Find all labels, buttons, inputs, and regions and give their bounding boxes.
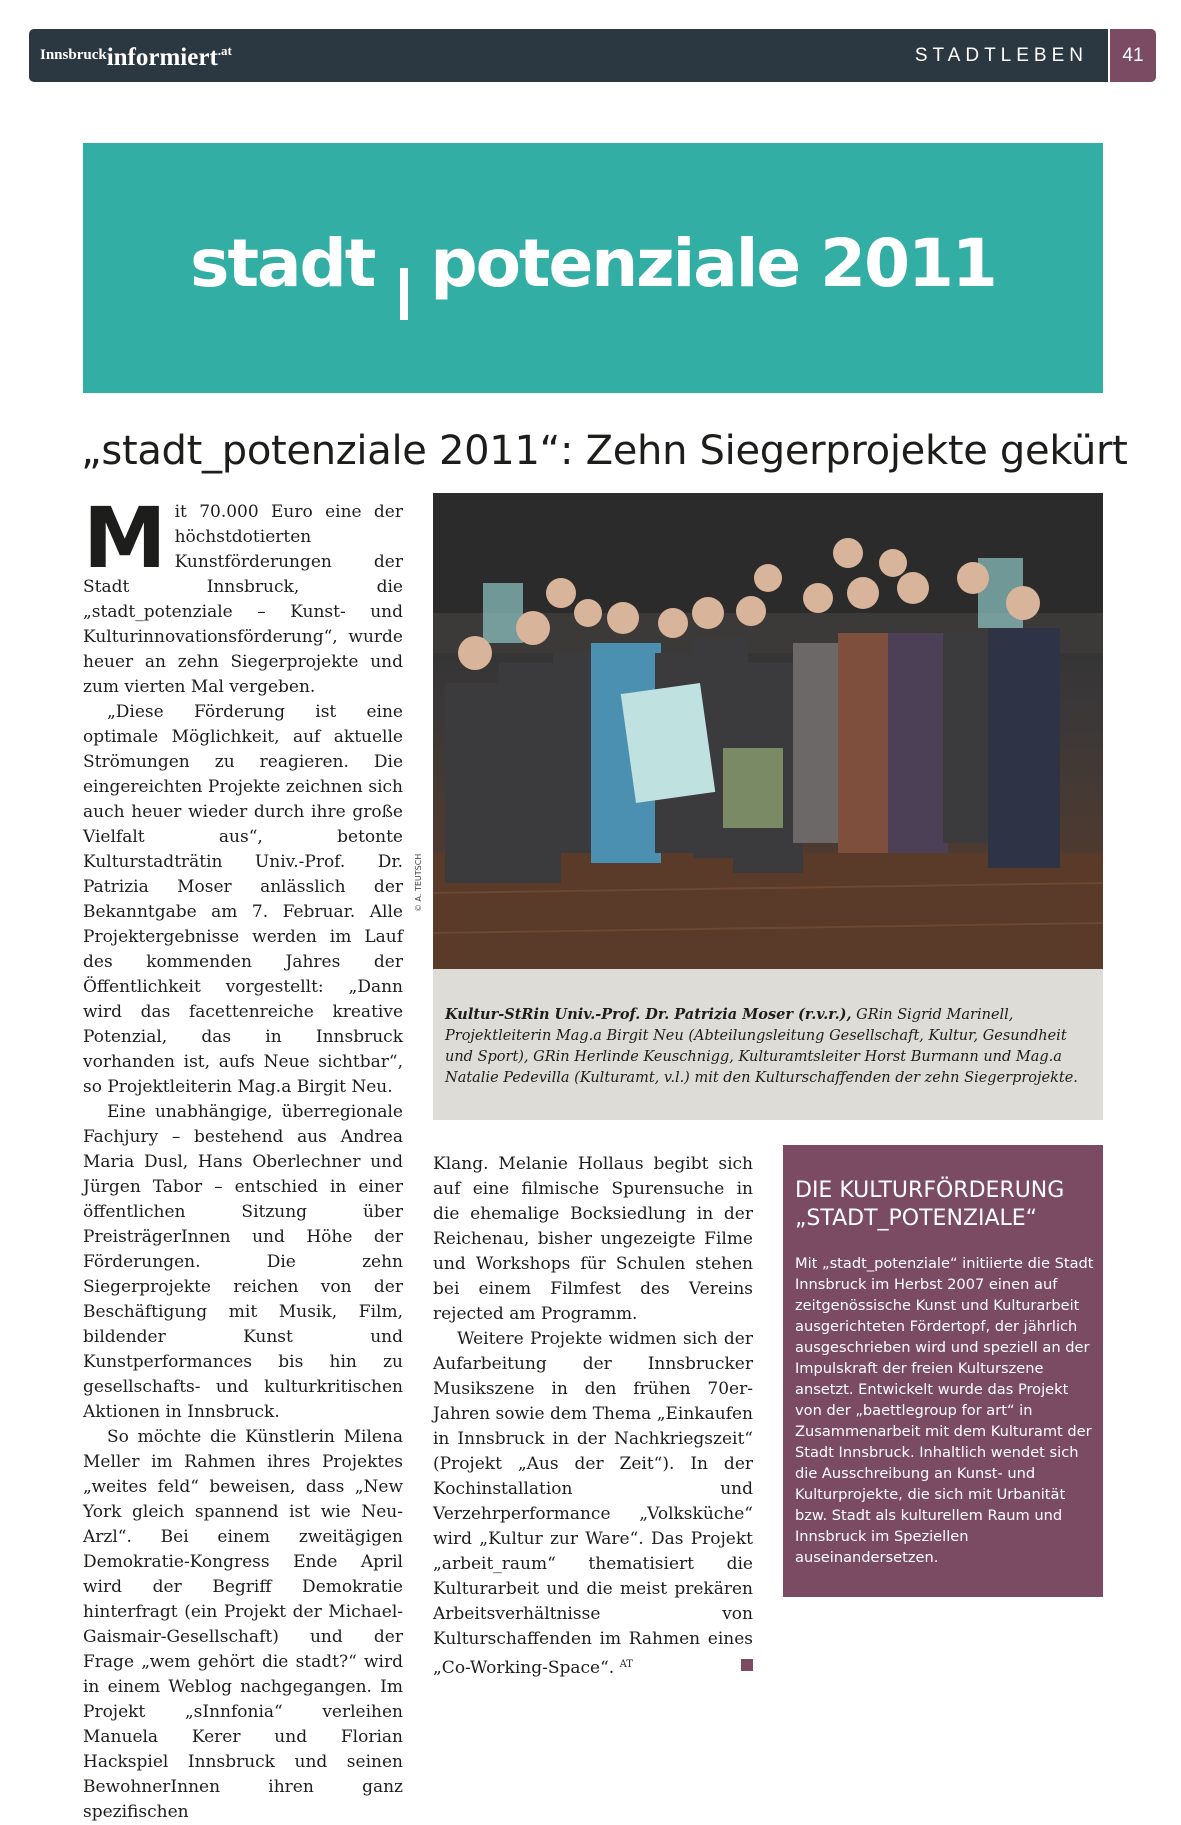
article-paragraph: So möchte die Künstlerin Milena Meller im Rahmen ihres Projektes „weites feld“ beweisen, dass „New York gleich spannend ist wie Neu-Arzl“. Bei einem zweitägigen Demokratie-Kongress Ende April wird der Begriff Demokratie hinterfragt (ein Projekt der Michael-Gaismair-Gesellschaft) und der Frage „wem gehört die stadt?“ wird in einem Weblog nachgegangen. Im Projekt „sInnfonia“ verleihen Manuela Kerer und Florian Hackspiel Innsbruck und seinen BewohnerInnen ihren ganz spezifischen (83, 1427, 403, 1822)
article-column-1 (83, 489, 403, 1825)
article-paragraph: „Diese Förderung ist eine optimale Möglichkeit, auf aktuelle Strömungen zu reagieren. Die eingereichten Projekte zeichnen sich auch heuer wieder durch ihre große Vielfalt aus“, betonte Kulturstadträtin Univ.-Prof. Dr. Patrizia Moser anlässlich der Bekanntgabe am 7. Februar. Alle Projektergebnisse werden im Lauf des kommenden Jahres der Öffentlichkeit vorgestellt: „Dann wird das facettenreiche kreative Potenzial, das in Innsbruck vorhanden ist, aufs Neue sichtbar“, so Projektleiterin Mag.a Birgit Neu. (83, 702, 403, 1097)
article-paragraph: Eine unabhängige, überregionale Fachjury – bestehend aus Andrea Maria Dusl, Hans Oberlechner und Jürgen Tabor – entschied in einer öffentlichen Sitzung über PreisträgerInnen und Höhe der Förderungen. Die zehn Siegerprojekte reichen von der Beschäftigung mit Musik, Film, bildender Kunst und Kunstperformances bis hin zu gesellschafts- und kulturkritischen Aktionen in Innsbruck. (83, 1102, 403, 1422)
article-headline: „stadt_potenziale 2011“: Zehn Siegerprojekte gekürt (81, 428, 1128, 474)
banner-divider (400, 268, 408, 320)
author-signature: AT (619, 1659, 633, 1670)
info-box-title: DIE KULTURFÖRDERUNG „STADT_POTENZIALE“ (795, 1178, 1065, 1231)
magazine-header (29, 29, 1108, 82)
paragraph-text: Weitere Projekte widmen sich der Aufarbeitung der Innsbrucker Musikszene in den frühen 70er-Jahren sowie dem Thema „Einkaufen in Innsbruck in der Nachkriegszeit“ (Projekt „Aus der Zeit“). In der Kochinstallation und Verzehrperformance „Volksküche“ wird „Kultur zur Ware“. Das Projekt „arbeit_raum“ thematisiert die Kulturarbeit und die meist prekären Arbeitsverhältnisse von Kulturschaffenden im Rahmen eines „Co-Working-Space“. (433, 1329, 753, 1678)
page-number: 41 (1110, 29, 1156, 82)
info-box (783, 1145, 1103, 1597)
info-box-text: Mit „stadt_potenziale“ initiierte die Stadt Innsbruck im Herbst 2007 einen auf zeitgenössische Kunst und Kulturarbeit ausgerichteten Fördertopf, der jährlich ausgeschrieben wird und speziell an der Impulskraft der freien Kulturszene ansetzt. Entwickelt wurde das Projekt von der „baettlegroup for art“ in Zusammenarbeit mit dem Kulturamt der Stadt Innsbruck. Inhaltlich wendet sich die Ausschreibung an Kunst- und Kulturprojekte, die sich mit Urbanität bzw. Stadt als kulturellem Raum und Innsbruck im Speziellen auseinandersetzen. (795, 1255, 1094, 1566)
logo-suffix: .at (217, 43, 232, 58)
title-banner (83, 143, 1103, 393)
logo-main: informiert (106, 44, 218, 71)
paragraph-text: it 70.000 Euro eine der höchstdotierten Kunstförderungen der Stadt Innsbruck, die „stadt_potenziale – Kunst- und Kulturinnovationsförderung“, wurde heuer an zehn Siegerprojekte und zum vierten Mal vergeben. (83, 502, 403, 697)
photo-caption-box (433, 969, 1103, 1120)
caption-bold-part: Kultur-StRin Univ.-Prof. Dr. Patrizia Moser (r.v.r.), (445, 1006, 852, 1023)
photo-caption (445, 1004, 1095, 1089)
article-paragraph: Klang. Melanie Hollaus begibt sich auf eine filmische Spurensuche in die ehemalige Bocksiedlung in der Reichenau, bisher ungezeigte Filme und Workshops für Schulen stehen bei einem Filmfest des Vereins rejected am Programm. (433, 1154, 753, 1324)
magazine-logo (40, 43, 232, 72)
article-paragraph (433, 1327, 753, 1681)
article-paragraph (83, 489, 403, 700)
banner-title-right: potenziale 2011 (430, 225, 996, 302)
logo-prefix: Innsbruck (40, 47, 107, 63)
section-label: STADTLEBEN (914, 45, 1088, 66)
banner-title (83, 225, 1103, 320)
photo-credit: © A. TEUTSCH (414, 853, 423, 912)
end-mark-icon (741, 1659, 753, 1671)
group-photo-illustration (433, 493, 1103, 969)
caption-rest: GRin Sigrid Marinell, Projektleiterin Mag.a Birgit Neu (Abteilungsleitung Gesellschaft, Kultur, Gesundheit und Sport), GRin Herlinde Keuschnigg, Kulturamtsleiter Horst Burmann und Mag.a Natalie Pedevilla (Kulturamt, v.l.) mit den Kulturschaffenden der zehn Siegerprojekte. (445, 1007, 1078, 1086)
group-photo (433, 493, 1103, 969)
article-column-2 (433, 1152, 753, 1681)
drop-cap: M (83, 489, 167, 587)
banner-title-left: stadt (190, 225, 375, 302)
